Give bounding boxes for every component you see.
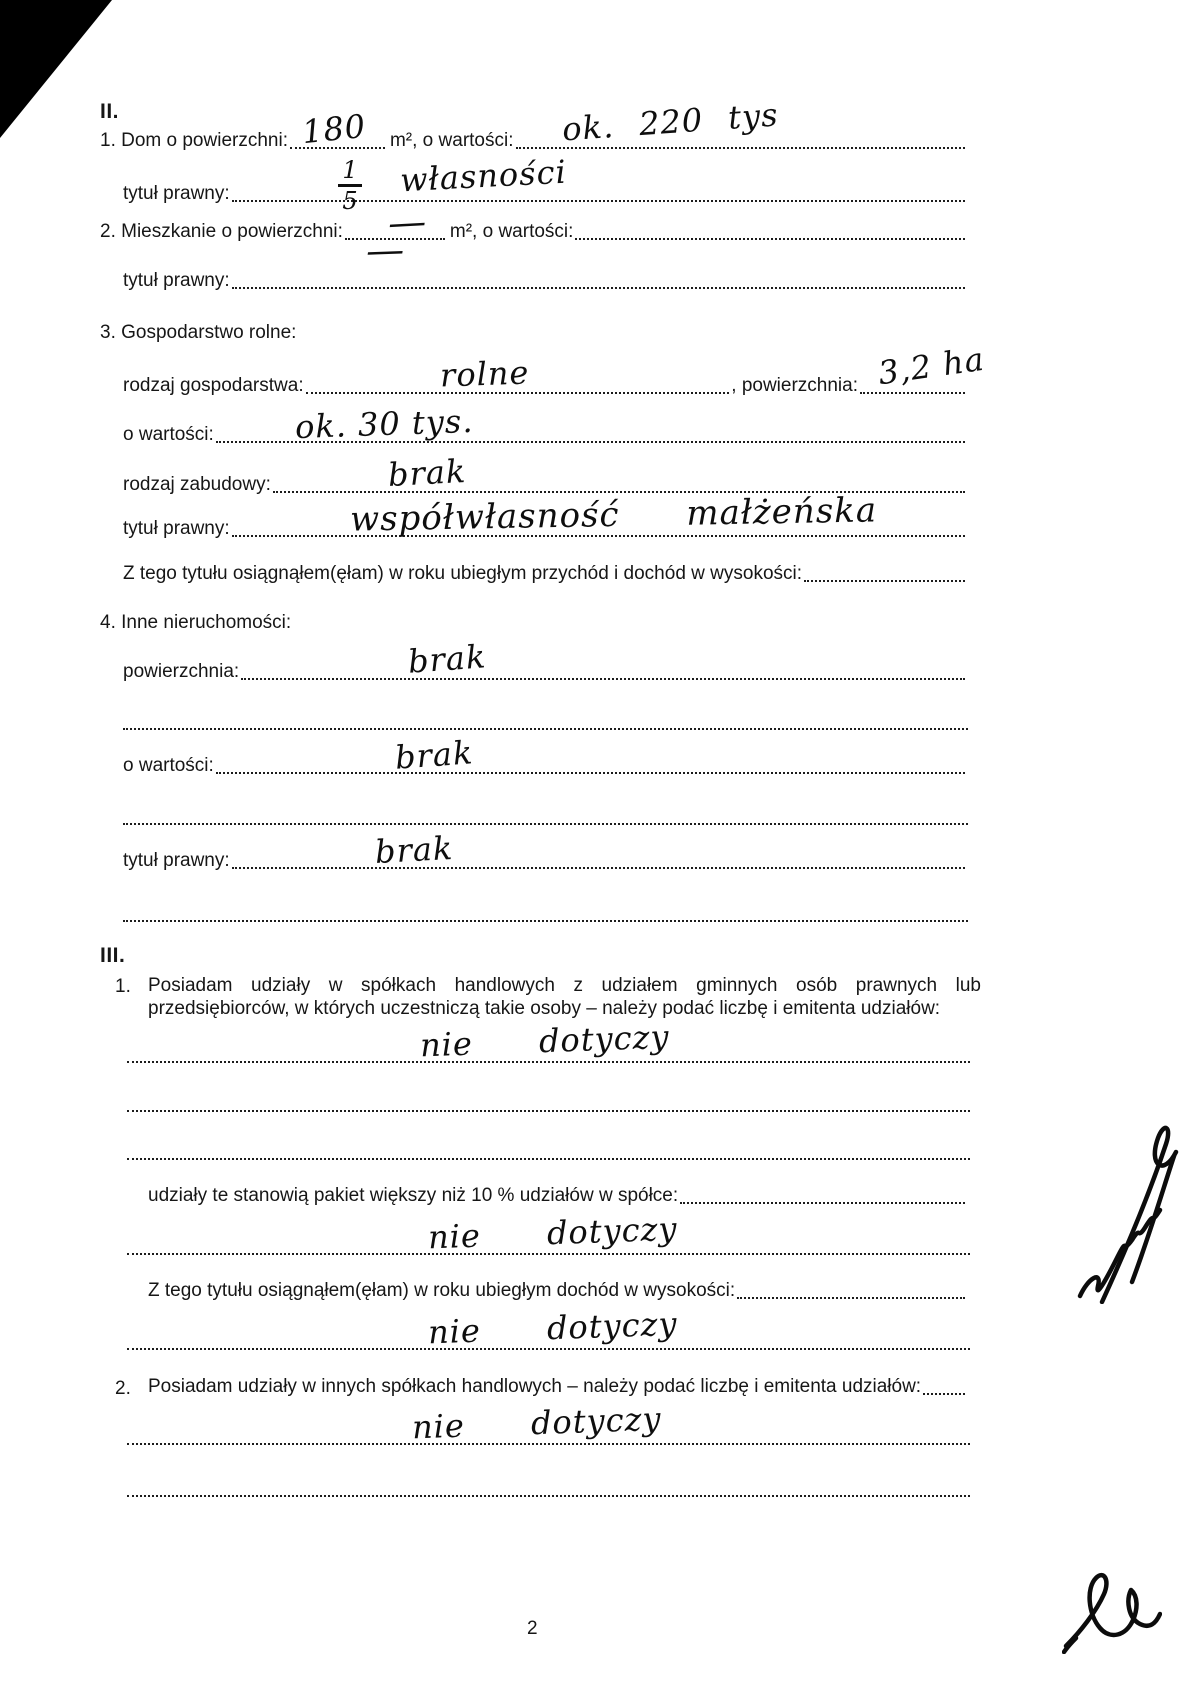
- section-iii-heading: III.: [100, 944, 126, 967]
- handwritten-answer-1: nie dotyczy: [419, 1017, 671, 1065]
- dotted-leader: [241, 678, 965, 680]
- page-number: 2: [527, 1618, 538, 1639]
- house-label: 1. Dom o powierzchni:: [100, 130, 288, 151]
- legal-title-label: tytuł prawny:: [123, 183, 230, 204]
- field-farm-type: [123, 373, 967, 397]
- item1-number: 1.: [115, 976, 131, 997]
- other-realestate-heading: 4. Inne nieruchomości:: [100, 612, 292, 633]
- farm-heading: 3. Gospodarstwo rolne:: [100, 322, 297, 343]
- dotted-leader: [923, 1393, 965, 1395]
- handwritten-house-worth: ok. 220 tys: [560, 95, 780, 149]
- item1-text: [148, 974, 981, 1020]
- dotted-leader: [306, 392, 730, 394]
- field-farm-income: [123, 561, 967, 585]
- answer-line: [127, 1495, 970, 1497]
- dotted-line: [123, 728, 968, 730]
- field-shares-income: [148, 1278, 967, 1302]
- handwritten-house-legal: własności: [399, 152, 568, 200]
- fraction-denominator: 5: [342, 187, 358, 215]
- other-shares-label: Posiadam udziały w innych spółkach handlowych – należy podać liczbę i emitenta udziałów:: [148, 1376, 922, 1397]
- dotted-leader: [804, 580, 965, 582]
- other-worth-label: o wartości:: [123, 755, 214, 776]
- dotted-leader: [232, 867, 965, 869]
- section-ii-heading: II.: [100, 100, 120, 123]
- field-apartment-legal-title: [123, 268, 967, 292]
- dotted-leader: [516, 147, 966, 149]
- dotted-leader: [232, 287, 965, 289]
- handwritten-fraction: [338, 158, 362, 213]
- dotted-leader: [860, 392, 965, 394]
- shares-income-label: Z tego tytułu osiągnąłem(ęłam) w roku ubiegłym dochód w wysokości:: [148, 1280, 736, 1301]
- dotted-leader: [216, 772, 965, 774]
- handwritten-farm-worth: ok. 30 tys.: [294, 401, 475, 447]
- apartment-worth-label: m², o wartości:: [449, 221, 574, 242]
- item2-number: 2.: [115, 1378, 131, 1399]
- corner-initials: [1062, 1566, 1162, 1654]
- dotted-leader: [737, 1297, 965, 1299]
- legal-title-label: tytuł prawny:: [123, 270, 230, 291]
- answer-line: [127, 1158, 970, 1160]
- handwritten-answer-stake: nie dotyczy: [427, 1209, 679, 1257]
- dotted-leader: [680, 1202, 965, 1204]
- handwritten-answer-other-shares: nie dotyczy: [411, 1399, 663, 1447]
- other-area-label: powierzchnia:: [123, 661, 240, 682]
- field-farm-worth: [123, 422, 967, 446]
- handwritten-answer-income: nie dotyczy: [427, 1304, 679, 1352]
- legal-title-label: tytuł prawny:: [123, 518, 230, 539]
- handwritten-house-area: 180: [300, 106, 368, 152]
- answer-line: [127, 1061, 970, 1063]
- field-other-shares: [148, 1374, 967, 1398]
- farm-income-label: Z tego tytułu osiągnąłem(ęłam) w roku ubiegłym przychód i dochód w wysokości:: [123, 563, 803, 584]
- answer-line: [127, 1110, 970, 1112]
- field-house: [100, 128, 967, 152]
- handwritten-farm-area: 3,2 ha: [875, 339, 987, 393]
- field-other-legal-title: [123, 848, 967, 872]
- farm-worth-label: o wartości:: [123, 424, 214, 445]
- answer-line: [127, 1443, 970, 1445]
- field-other-area: [123, 659, 967, 683]
- farm-buildings-label: rodzaj zabudowy:: [123, 474, 271, 495]
- item1-text-line1: Posiadam udziały w spółkach handlowych z udziałem gminnych osób prawnych lub: [148, 975, 981, 996]
- handwritten-other-area: brak: [406, 637, 488, 681]
- fraction-numerator: 1: [342, 156, 358, 184]
- handwritten-other-worth: brak: [393, 733, 475, 777]
- handwritten-farm-type: rolne: [439, 353, 530, 395]
- handwritten-farm-legal: współwłasność małżeńska: [349, 490, 878, 540]
- handwritten-other-legal: brak: [374, 828, 455, 872]
- handwritten-farm-buildings: brak: [387, 451, 468, 495]
- field-apartment: [100, 219, 967, 243]
- dotted-line: [123, 920, 968, 922]
- answer-line: [127, 1348, 970, 1350]
- field-other-worth: [123, 753, 967, 777]
- house-worth-label: m², o wartości:: [389, 130, 514, 151]
- handwritten-apartment-area-dash: —: [386, 199, 429, 245]
- dotted-leader: [232, 535, 965, 537]
- legal-title-label: tytuł prawny:: [123, 850, 230, 871]
- handwritten-apartment-legal-dash: —: [365, 227, 406, 273]
- scan-corner-artifact: [0, 0, 112, 138]
- dotted-leader: [575, 238, 965, 240]
- dotted-line: [123, 823, 968, 825]
- answer-line: [127, 1253, 970, 1255]
- apartment-label: 2. Mieszkanie o powierzchni:: [100, 221, 343, 242]
- field-stake: [148, 1183, 967, 1207]
- margin-signature: [1072, 1082, 1182, 1304]
- farm-area-label: , powierzchnia:: [731, 375, 858, 396]
- item1-text-line2: przedsiębiorców, w których uczestniczą takie osoby – należy podać liczbę i emitenta udziałów:: [148, 998, 941, 1019]
- farm-type-label: rodzaj gospodarstwa:: [123, 375, 304, 396]
- stake-label: udziały te stanowią pakiet większy niż 10 % udziałów w spółce:: [148, 1185, 679, 1206]
